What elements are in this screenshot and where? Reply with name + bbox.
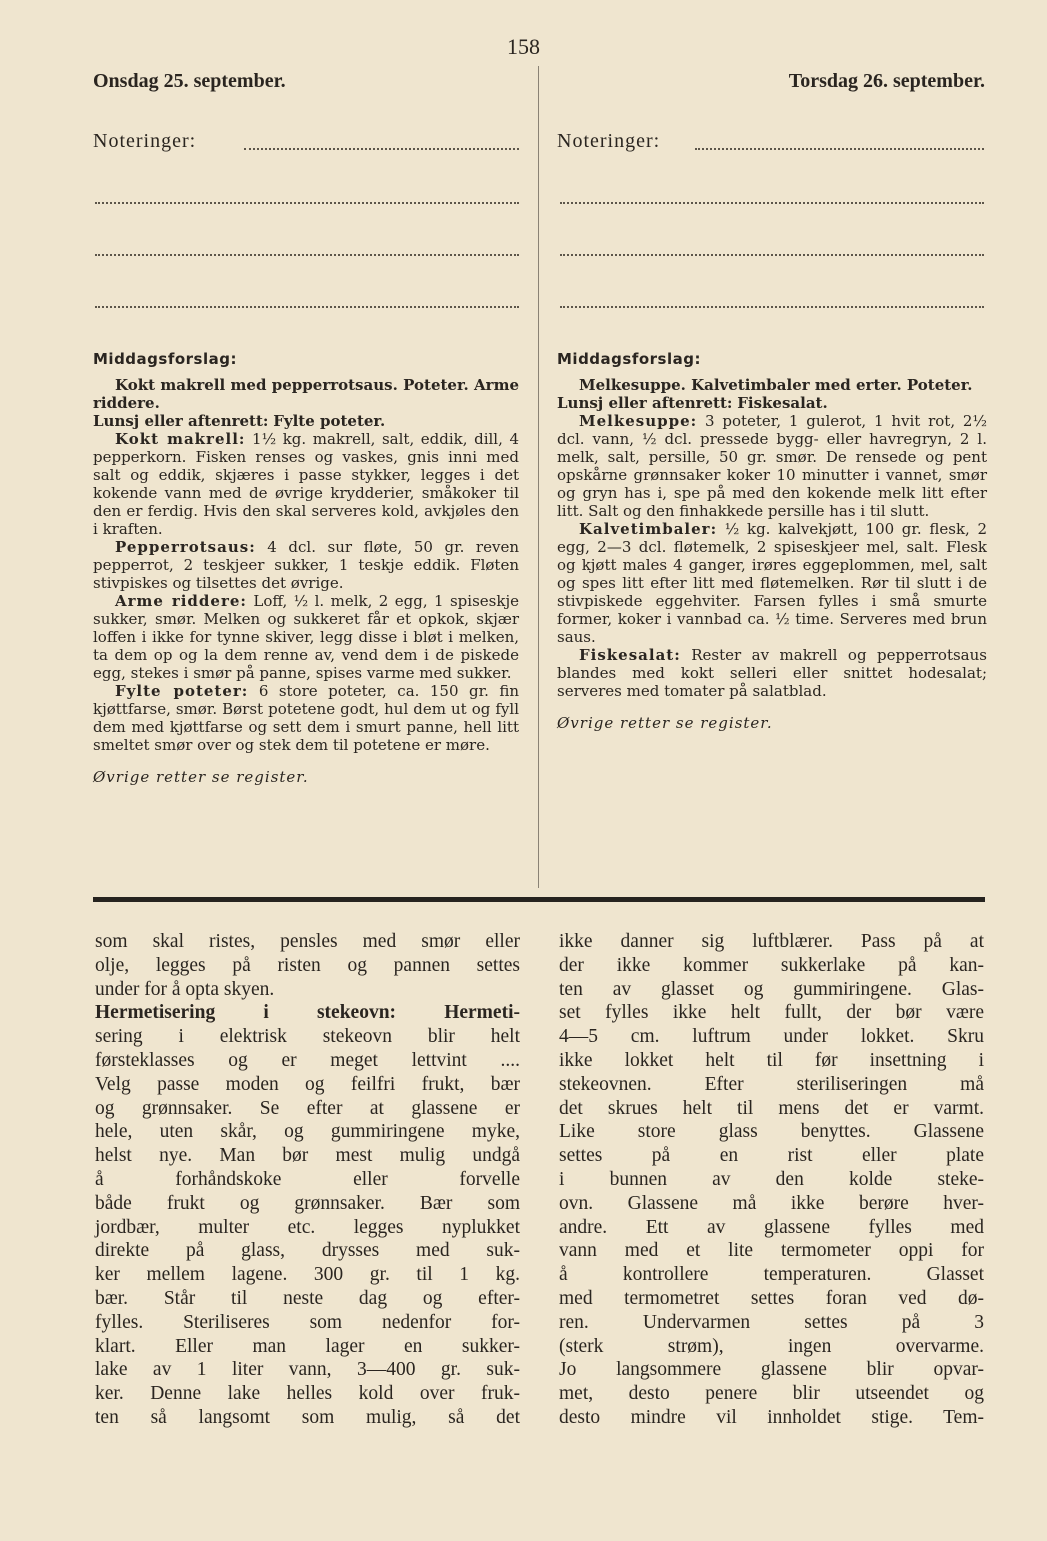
text-line: bær. Står til neste dag og efter- [95, 1287, 520, 1309]
recipe-name: Fylte poteter: [115, 682, 249, 700]
text-line: olje, legges på risten og pannen settes [95, 954, 520, 976]
text-line: både frukt og grønnsaker. Bær som [95, 1192, 520, 1214]
text-line: som skal ristes, pensles med smør eller [95, 931, 520, 952]
horizontal-rule [93, 897, 985, 902]
right-notes-line [560, 306, 984, 308]
text-line: å kontrollere temperaturen. Glasset [559, 1264, 984, 1286]
recipe-text: 6 store poteter, ca. 150 gr. fin kjøttfarse, smør. Børst potetene godt, hul dem ut og fyll dem med kjøttfarse og sett dem i smurt panne, hell litt smeltet smør over og stek dem til potetene er møre. [93, 682, 519, 754]
recipe-name: Pepperrotsaus: [115, 538, 256, 556]
right-day-heading: Torsdag 26. september. [788, 70, 985, 92]
left-notes-line [95, 254, 519, 256]
right-notes-line [560, 202, 984, 204]
text-line: ren. Undervarmen settes på 3 [559, 1311, 984, 1333]
lunch-label: Lunsj eller aftenrett: [557, 394, 733, 412]
right-notes-line [560, 254, 984, 256]
text-line: hele, uten skår, og gummiringene myke, [95, 1121, 520, 1143]
lunch-dish: Fylte poteter. [273, 412, 386, 430]
recipe-text: 4 dcl. sur fløte, 50 gr. reven pepperrot, 2 teskjeer sukker, 1 teskje eddik. Fløten stivpiskes og tilsettes det øvrige. [93, 538, 519, 592]
recipe-name: Arme riddere: [115, 592, 247, 610]
text-line: (sterk strøm), ingen overvarme. [559, 1335, 984, 1357]
text-line: ikke danner sig luftblærer. Pass på at [559, 931, 984, 952]
recipe [93, 538, 519, 592]
right-notes-label: Noteringer: [557, 130, 661, 152]
section-title: Middagsforslag: [93, 350, 237, 368]
recipe [93, 592, 519, 682]
text-line: desto mindre vil innholdet stige. Tem- [559, 1406, 984, 1428]
bottom-right-text [559, 930, 984, 1430]
text-line: Jo langsommere glassene blir opvar- [559, 1359, 984, 1381]
text-line: der ikke kommer sukkerlake på kan- [559, 954, 984, 976]
recipe-text: 1½ kg. makrell, salt, eddik, dill, 4 pepperkorn. Fisken renses og vaskes, gnis inni med salt og eddik, skjæres i passe stykker, legges i det kokende vann med de øvrige krydderier, småkoker til den er ferdig. Hvis den skal serveres kold, avkjøles den i kraften. [93, 430, 519, 538]
left-notes-line [95, 202, 519, 204]
lunch-line [93, 412, 519, 430]
text-line: direkte på glass, drysses med suk- [95, 1240, 520, 1262]
recipe-name: Melkesuppe: [579, 412, 698, 430]
text-line: settes på en rist eller plate [559, 1145, 984, 1167]
recipe [93, 430, 519, 538]
text-line: jordbær, multer etc. legges nyplukket [95, 1216, 520, 1238]
left-day-heading: Onsdag 25. september. [93, 70, 286, 92]
text-line: helst nye. Man bør mest mulig undgå [95, 1145, 520, 1167]
lunch-label: Lunsj eller aftenrett: [93, 412, 269, 430]
text-line: ten av glasset og gummiringene. Glas- [559, 978, 984, 1000]
text-line: andre. Ett av glassene fylles med [559, 1216, 984, 1238]
text-line: met, desto penere blir utseendet og [559, 1383, 984, 1405]
text-line: ikke lokket helt til før insettning i [559, 1049, 984, 1071]
text-line: lake av 1 liter vann, 3—400 gr. suk- [95, 1359, 520, 1381]
text-line: stekeovnen. Efter steriliseringen må [559, 1073, 984, 1095]
text-line: fylles. Steriliseres som nedenfor for- [95, 1311, 520, 1333]
recipe-text: Loff, ½ l. melk, 2 egg, 1 spiseskje sukker, smør. Melken og sukkeret får et opkok, skjær loffen i ikke for tynne skiver, legg disse i bløt i melken, ta dem op og la dem renne av, vend dem i de piskede egg, stekes i smør på panne, spises varme med sukker. [93, 592, 519, 682]
right-recipe-column [557, 350, 987, 732]
recipe [557, 412, 987, 520]
text-line: og grønnsaker. Se efter at glassene er [95, 1097, 520, 1119]
lunch-line [557, 394, 987, 412]
menu-line: Melkesuppe. Kalvetimbaler med erter. Poteter. [579, 376, 973, 394]
text-line: å forhåndskoke eller forvelle [95, 1168, 520, 1190]
text-line: klart. Eller man lager en sukker- [95, 1335, 520, 1357]
column-divider [538, 66, 539, 888]
text-line: Hermetisering i stekeovn: Hermeti- [95, 1002, 520, 1024]
text-line: ker. Denne lake helles kold over fruk- [95, 1383, 520, 1405]
right-notes-line [695, 148, 984, 150]
text-line: førsteklasses og er meget lettvint .... [95, 1049, 520, 1071]
text-line: 4—5 cm. luftrum under lokket. Skru [559, 1026, 984, 1048]
text-line: vann med et lite termometer oppi for [559, 1240, 984, 1262]
left-recipe-column [93, 350, 519, 786]
recipe-name: Kokt makrell: [115, 430, 246, 448]
text-line: ten så langsomt som mulig, så det [95, 1406, 520, 1428]
text-line: ker mellem lagene. 300 gr. til 1 kg. [95, 1264, 520, 1286]
text-line: ovn. Glassene må ikke berøre hver- [559, 1192, 984, 1214]
text-line: med termometret settes foran ved dø- [559, 1287, 984, 1309]
text-line: sering i elektrisk stekeovn blir helt [95, 1026, 520, 1048]
text-line: det skrues helt til mens det er varmt. [559, 1097, 984, 1119]
recipe-text: ½ kg. kalvekjøtt, 100 gr. flesk, 2 egg, 2—3 dcl. fløtemelk, 2 spiseskjeer mel, salt. Flesk og kjøtt males 4 ganger, irøres eggeplommen, mel, salt og spes litt efter litt med fløtemelken. Rør til slutt i de stivpiskede eggehviter. Farsen fylles i små smurte former, koker i vannbad ca. ½ time. Serveres med brun saus. [557, 520, 987, 646]
lunch-dish: Fiskesalat. [737, 394, 828, 412]
section-title: Middagsforslag: [557, 350, 701, 368]
recipe-text: 3 poteter, 1 gulerot, 1 hvit rot, 2½ dcl. vann, ½ dcl. pressede bygg- eller havregryn, 2 l. melk, salt, persille, 50 gr. smør. De rensede og pent opskårne grønnsaker koker 10 minutter i vannet, smør og gryn has i, spe på med den kokende melk litt efter litt. Salt og den finhakkede persille has i til slutt. [557, 412, 987, 520]
recipe [557, 646, 987, 700]
page-number: 158 [507, 34, 540, 59]
left-notes-line [95, 306, 519, 308]
text-line: under for å opta skyen. [95, 978, 275, 1000]
bottom-left-text [95, 930, 520, 1430]
menu-line: Kokt makrell med pepperrotsaus. Poteter. Arme riddere. [93, 376, 519, 412]
recipe-name: Fiskesalat: [579, 646, 681, 664]
other-dishes-note: Øvrige retter se register. [93, 768, 309, 786]
left-notes-label: Noteringer: [93, 130, 197, 152]
left-notes-line [244, 148, 519, 150]
recipe [557, 520, 987, 646]
text-line: Velg passe moden og feilfri frukt, bær [95, 1073, 520, 1095]
recipe [93, 682, 519, 754]
recipe-text: Rester av makrell og pepperrotsaus blandes med kokt selleri eller snittet hodesalat; serveres med tomater på salatblad. [557, 646, 987, 700]
recipe-name: Kalvetimbaler: [579, 520, 718, 538]
other-dishes-note: Øvrige retter se register. [557, 714, 773, 732]
text-line: i bunnen av den kolde steke- [559, 1168, 984, 1190]
text-line: Like store glass benyttes. Glassene [559, 1121, 984, 1143]
text-line: set fylles ikke helt fullt, der bør være [559, 1002, 984, 1024]
